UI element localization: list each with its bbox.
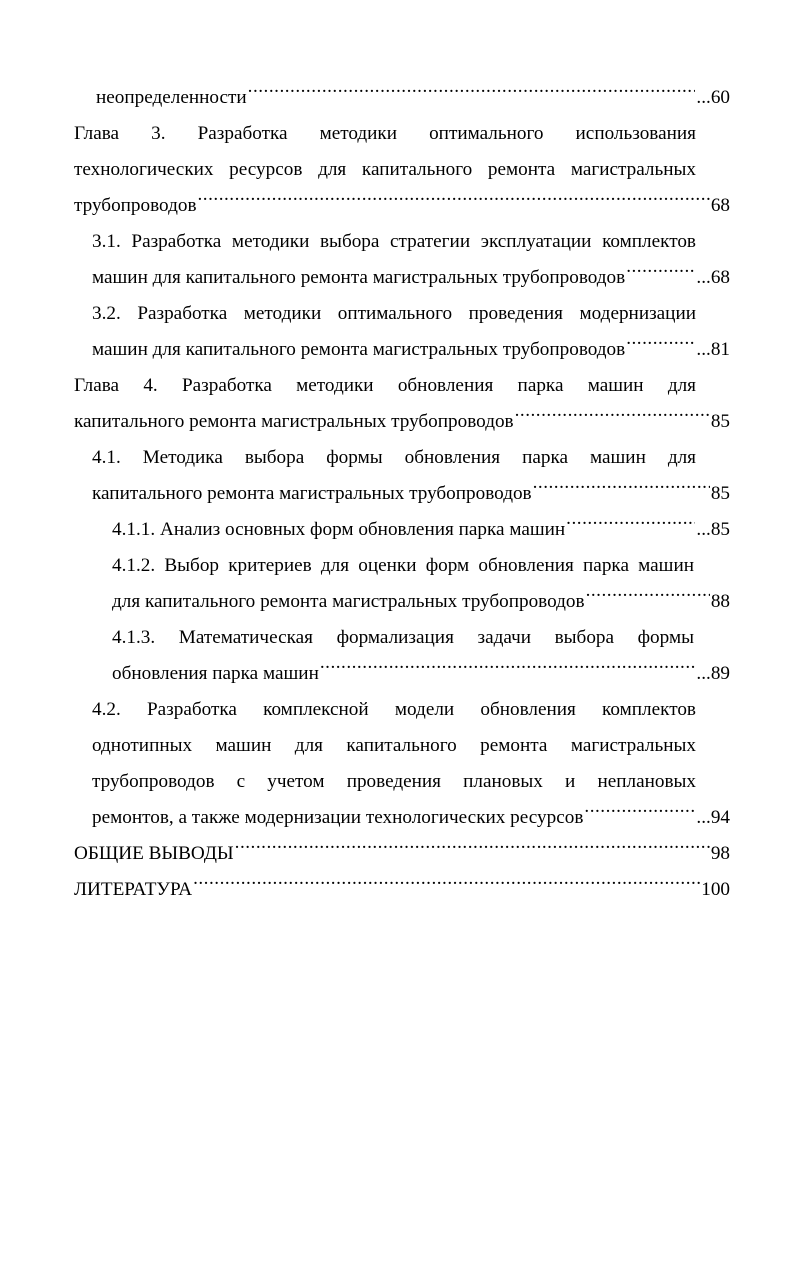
toc-entry-chapter-3-last	[74, 188, 730, 224]
toc-entry-4-1-2	[74, 548, 730, 620]
toc-leader-dots	[248, 84, 696, 103]
toc-entry-text: 4.1.1. Анализ основных форм обновления парка машин	[112, 519, 566, 540]
toc-leader-dots	[198, 192, 710, 211]
toc-page-number: 85	[710, 411, 730, 432]
toc-entry-text: ОБЩИЕ ВЫВОДЫ	[74, 843, 234, 864]
toc-entry-4-1-1	[74, 512, 730, 548]
toc-page-number: ...94	[696, 807, 730, 828]
toc-page-number: ...81	[696, 339, 730, 360]
toc-entry-text: капитального ремонта магистральных трубопроводов	[74, 411, 514, 432]
toc-page-number: 68	[710, 195, 730, 216]
toc-entry-text: машин для капитального ремонта магистральных трубопроводов	[92, 339, 626, 360]
toc-leader-dots	[626, 336, 695, 355]
toc-entry-conclusions	[74, 836, 730, 872]
toc-entry-text: для капитального ремонта магистральных трубопроводов	[112, 591, 585, 612]
toc-page-number: ...85	[696, 519, 730, 540]
toc-entry-chapter-4	[74, 368, 730, 440]
toc-entry-4-2	[74, 692, 730, 836]
toc-entry-text: ремонтов, а также модернизации технологических ресурсов	[92, 807, 584, 828]
toc-entry-text: 4.1. Методика выбора формы обновления парка машин для	[92, 447, 696, 468]
toc-entry-text: однотипных машин для капитального ремонта магистральных	[92, 735, 696, 756]
toc-entry-text: Глава 4. Разработка методики обновления парка машин для	[74, 375, 696, 396]
toc-entry-text: Глава 3. Разработка методики оптимального использования	[74, 123, 696, 144]
toc-leader-dots	[320, 660, 696, 679]
toc-page-number: ...60	[696, 87, 730, 108]
toc-entry-literature	[74, 872, 730, 908]
toc-leader-dots	[626, 264, 695, 283]
toc-entry-text: неопределенности	[96, 87, 247, 108]
toc-entry-text: 4.2. Разработка комплексной модели обновления комплектов	[92, 699, 696, 720]
toc-page-number: 98	[710, 843, 730, 864]
table-of-contents	[74, 80, 730, 908]
toc-entry-text: трубопроводов	[74, 195, 197, 216]
toc-entry-3-2	[74, 296, 730, 368]
toc-leader-dots	[193, 876, 700, 895]
toc-page-number: 88	[710, 591, 730, 612]
toc-entry-text: 4.1.3. Математическая формализация задачи выбора формы	[112, 627, 694, 648]
toc-leader-dots	[586, 588, 710, 607]
toc-entry-text: 3.2. Разработка методики оптимального проведения модернизации	[92, 303, 696, 324]
toc-leader-dots	[584, 804, 695, 823]
toc-entry-text: 3.1. Разработка методики выбора стратегии эксплуатации комплектов	[92, 231, 696, 252]
toc-entry-text: обновления парка машин	[112, 663, 319, 684]
toc-leader-dots	[566, 516, 695, 535]
toc-page-number: 100	[701, 879, 730, 900]
toc-leader-dots	[515, 408, 710, 427]
toc-entry-text: трубопроводов с учетом проведения плановых и неплановых	[92, 771, 696, 792]
toc-page-number: ...89	[696, 663, 730, 684]
toc-entry-text: капитального ремонта магистральных трубопроводов	[92, 483, 532, 504]
toc-entry-text: ЛИТЕРАТУРА	[74, 879, 193, 900]
toc-entry-text: машин для капитального ремонта магистральных трубопроводов	[92, 267, 626, 288]
toc-entry-4-1-3	[74, 620, 730, 692]
toc-page-number: ...68	[696, 267, 730, 288]
toc-entry-chapter-3	[74, 116, 696, 188]
toc-leader-dots	[235, 840, 710, 859]
toc-entry-4-1	[74, 440, 730, 512]
toc-leader-dots	[533, 480, 710, 499]
toc-page-number: 85	[710, 483, 730, 504]
toc-entry-text: технологических ресурсов для капитального ремонта магистральных	[74, 159, 696, 180]
toc-entry-text: 4.1.2. Выбор критериев для оценки форм обновления парка машин	[112, 555, 694, 576]
toc-entry-continuation	[74, 80, 730, 116]
toc-entry-3-1	[74, 224, 730, 296]
